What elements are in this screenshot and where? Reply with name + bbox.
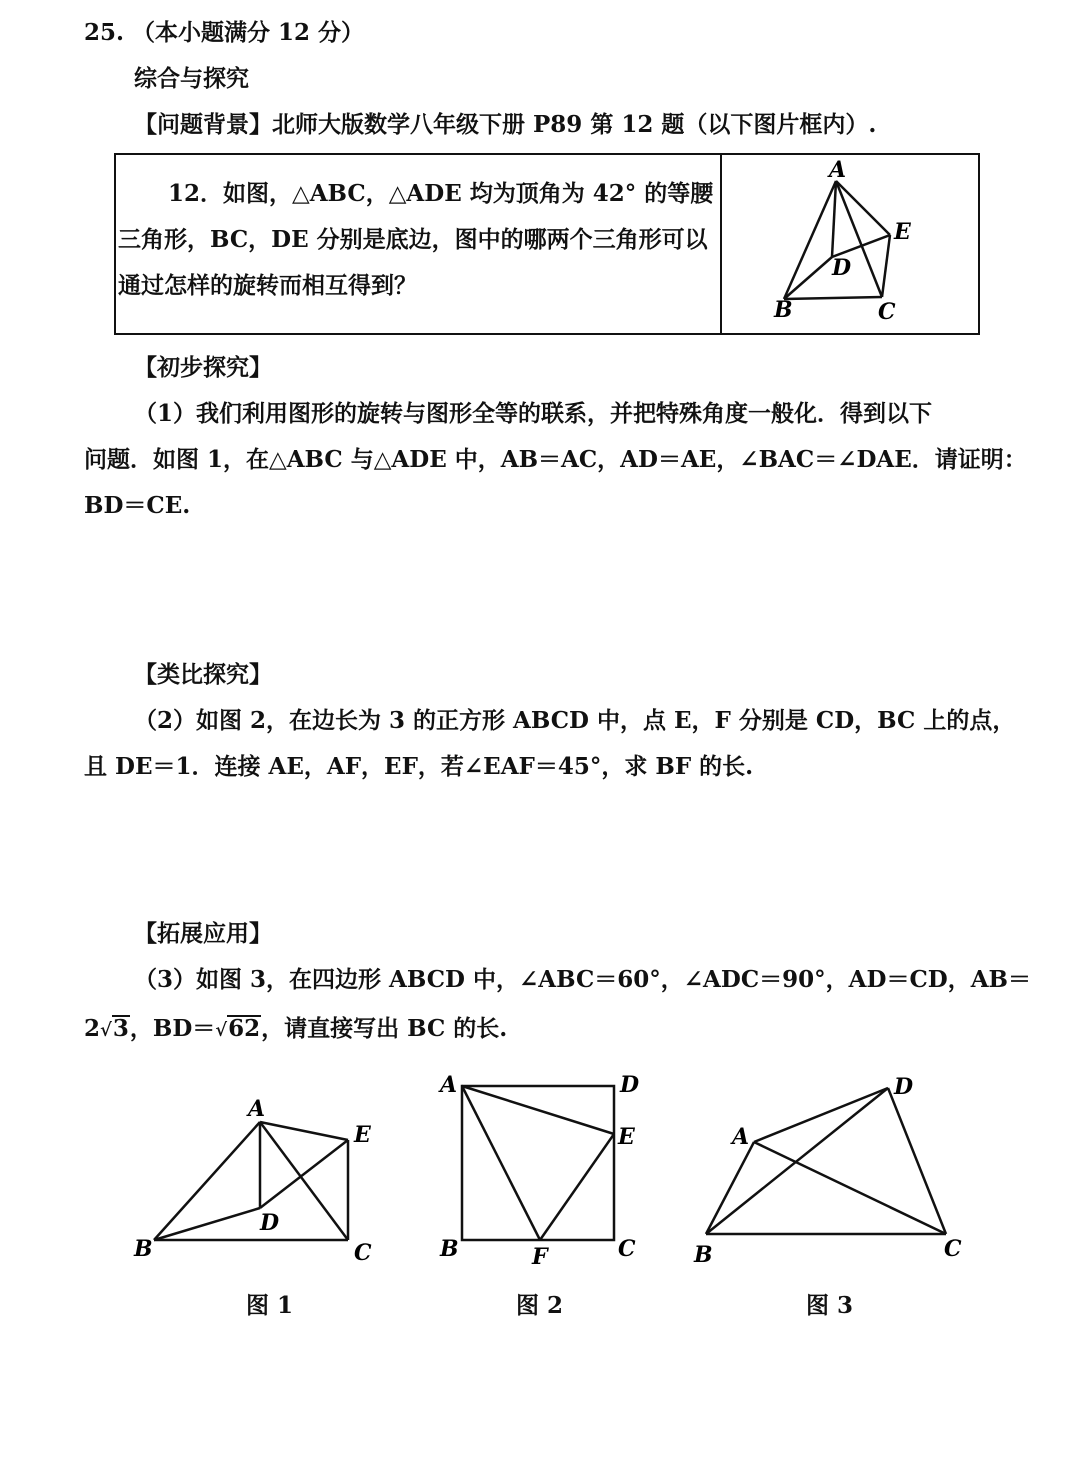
fig3-seg-DC — [888, 1088, 946, 1234]
fig3-seg-AC — [754, 1142, 946, 1234]
figure-1 — [120, 1090, 390, 1275]
fig1-label-B: B — [134, 1236, 153, 1262]
figure-2-caption: 图 2 — [516, 1292, 564, 1319]
background-text: 北师大版数学八年级下册 P89 第 12 题（以下图片框内）. — [272, 111, 877, 138]
figure-2 — [430, 1068, 660, 1278]
box-seg-BD — [784, 257, 832, 299]
box-label-A: A — [829, 157, 847, 183]
part1-line-1: （1）我们利用图形的旋转与图形全等的联系，并把特殊角度一般化．得到以下 — [134, 400, 933, 427]
box-seg-BC — [784, 297, 882, 299]
fig3-seg-BA — [706, 1142, 754, 1234]
section-subtitle: 综合与探究 — [134, 65, 249, 92]
background-line — [134, 110, 876, 140]
fig3-label-B: B — [694, 1242, 713, 1268]
part3-line-1: （3）如图 3，在四边形 ABCD 中，∠ABC＝60°，∠ADC＝90°，AD＝CD，AB＝ — [134, 966, 1031, 993]
part3-heading: 【拓展应用】 — [134, 920, 272, 947]
fig2-label-A: A — [440, 1072, 458, 1098]
fig1-seg-DE — [260, 1140, 348, 1208]
box-label-C: C — [878, 299, 896, 325]
sqrt-62: 62 — [228, 1015, 261, 1042]
fig1-seg-AE — [260, 1122, 348, 1140]
background-heading: 【问题背景】 — [134, 111, 272, 138]
fig3-seg-BD — [706, 1088, 888, 1234]
box-figure — [722, 155, 978, 333]
box-seg-DE — [832, 235, 890, 257]
part1-heading: 【初步探究】 — [134, 354, 272, 381]
textbook-excerpt-box — [114, 153, 980, 335]
box-line-3: 通过怎样的旋转而相互得到？ — [118, 272, 417, 299]
fig3-label-A: A — [732, 1124, 750, 1150]
fig2-label-F: F — [532, 1244, 548, 1270]
box-line-1: 12．如图，△ABC，△ADE 均为顶角为 42° 的等腰 — [168, 180, 714, 207]
figure-3 — [690, 1068, 980, 1278]
box-label-B: B — [774, 297, 793, 323]
fig1-label-D: D — [260, 1210, 280, 1236]
fig1-label-C: C — [354, 1240, 372, 1266]
fig2-label-B: B — [440, 1236, 459, 1262]
part3-line-2: 2√3，BD＝√62，请直接写出 BC 的长. — [84, 1015, 508, 1042]
fig2-seg-AF — [462, 1086, 540, 1240]
figure-1-caption: 图 1 — [246, 1292, 294, 1319]
box-label-E: E — [894, 219, 911, 245]
fig2-label-C: C — [618, 1236, 636, 1262]
fig1-label-A: A — [248, 1096, 266, 1122]
question-score: （本小题满分 12 分） — [132, 19, 365, 46]
question-number: 25. （本小题满分 12 分） — [84, 19, 365, 46]
box-seg-AE — [836, 181, 890, 235]
fig3-label-C: C — [944, 1236, 962, 1262]
box-seg-CE — [882, 235, 890, 297]
box-line-2: 三角形，BC，DE 分别是底边，图中的哪两个三角形可以 — [118, 226, 708, 253]
fig2-label-E: E — [618, 1124, 635, 1150]
fig3-seg-AD — [754, 1088, 888, 1142]
part2-heading: 【类比探究】 — [134, 661, 272, 688]
fig1-seg-AB — [154, 1122, 260, 1240]
fig2-label-D: D — [620, 1072, 640, 1098]
part2-line-2: 且 DE＝1．连接 AE，AF，EF，若∠EAF＝45°，求 BF 的长. — [84, 753, 754, 780]
fig2-seg-EF — [540, 1134, 614, 1240]
figure-3-caption: 图 3 — [806, 1292, 854, 1319]
fig1-label-E: E — [354, 1122, 371, 1148]
fig3-label-D: D — [894, 1074, 914, 1100]
box-seg-AB — [784, 181, 836, 299]
box-label-D: D — [832, 255, 852, 281]
part1-line-3: BD＝CE. — [84, 492, 191, 519]
sqrt-3: 3 — [112, 1015, 129, 1042]
fig2-seg-AE — [462, 1086, 614, 1134]
part1-line-2: 问题．如图 1，在△ABC 与△ADE 中，AB＝AC，AD＝AE，∠BAC＝∠DAE．请证明： — [84, 446, 1027, 473]
part2-line-1: （2）如图 2，在边长为 3 的正方形 ABCD 中，点 E，F 分别是 CD，BC 上的点， — [134, 707, 1016, 734]
box-seg-AD — [832, 181, 836, 257]
